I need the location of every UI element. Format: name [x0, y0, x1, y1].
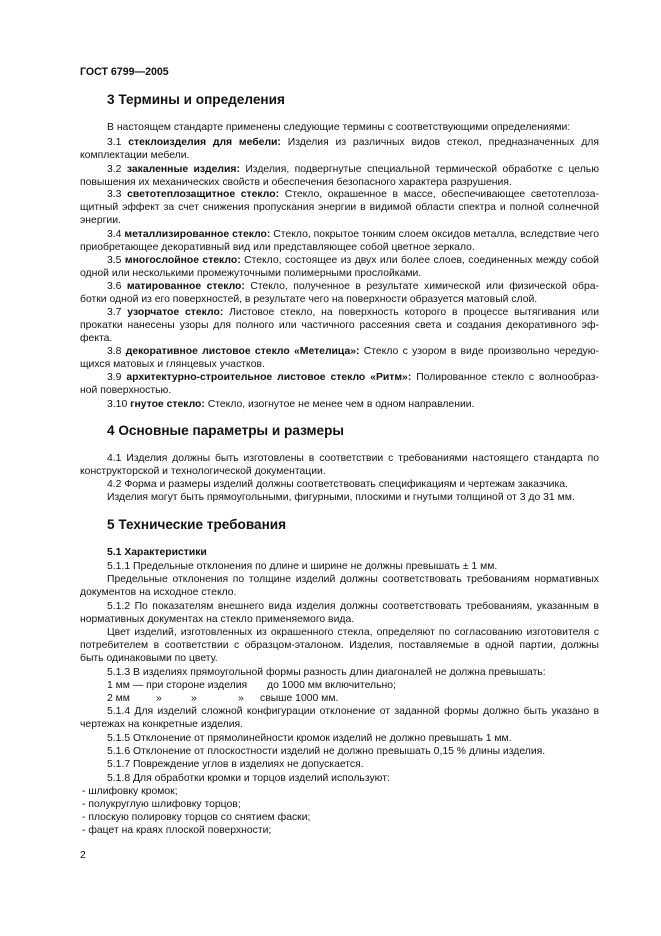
term-3-3: 3.3 светотеплозащитное стекло: Стекло, окрашенное в массе, обеспечивающее светотеплоза-щитный эффект за счет снижения пропускания энергии в видимой области спектра и полной солнечной энергии.: [80, 189, 599, 227]
term-3-7: 3.7 узорчатое стекло: Листовое стекло, на поверхность которого в процессе вытягивания или прокатки нанесены узоры для полного или частичного рассеяния света и создания декоративного эф-фекта.: [80, 307, 599, 345]
tolerance-row-2-value: свыше 1000 мм.: [260, 693, 339, 704]
ditto-mark: »: [238, 693, 244, 704]
para-5-1-2-b: Цвет изделий, изготовленных из окрашенного стекла, определяют по согласованию изготовителя с потребителем в соответствии с образцом-эталоном. Изделия, поставляемые в одной партии, должны быть одинаковыми по цвету.: [80, 627, 599, 665]
para-4-2: 4.2 Форма и размеры изделий должны соответствовать спецификациям и чертежам заказчика.: [107, 479, 568, 490]
para-5-1-4: 5.1.4 Для изделий сложной конфигурации отклонение от заданной формы должно быть указано в чертежах на конкретные изделия.: [80, 706, 599, 731]
list-item: - плоскую полировку торцов со снятием фаски;: [82, 812, 311, 823]
list-item: - шлифовку кромок;: [82, 786, 178, 797]
tolerance-row-2-label: 2 мм: [107, 693, 130, 704]
para-5-1-5: 5.1.5 Отклонение от прямолинейности кромок изделий не должно превышать 1 мм.: [107, 733, 512, 744]
term-3-5: 3.5 многослойное стекло: Стекло, состоящее из двух или более слоев, соединенных между собой одной или несколькими промежуточными полимерными прослойками.: [80, 255, 599, 280]
para-5-1-2: 5.1.2 По показателям внешнего вида изделия должны соответствовать требованиям, указанным в нормативных документах на стекло применяемого вида.: [80, 601, 599, 626]
para-5-1-6: 5.1.6 Отклонение от плоскостности изделий не должно превышать 0,15 % длины изделия.: [107, 746, 546, 757]
tolerance-row-1-value: до 1000 мм включительно;: [267, 680, 396, 691]
document-header: ГОСТ 6799—2005: [80, 66, 169, 78]
term-3-8: 3.8 декоративное листовое стекло «Метелица»: Стекло с узором в виде произвольно чередую-щихся матовых и глянцевых участков.: [80, 346, 599, 371]
term-3-9: 3.9 архитектурно-строительное листовое стекло «Ритм»: Полированное стекло с волнообраз-ной поверхностью.: [80, 372, 599, 397]
term-3-4: 3.4 металлизированное стекло: Стекло, покрытое тонким слоем оксидов металла, вследствие чего приобретающее декоративный вид или представляющее собой цветное зеркало.: [80, 229, 599, 254]
ditto-mark: »: [156, 693, 162, 704]
para-5-1-1: 5.1.1 Предельные отклонения по длине и ширине не должны превышать ± 1 мм.: [107, 561, 498, 572]
list-item: - фацет на краях плоской поверхности;: [82, 825, 272, 836]
para-4-1: 4.1 Изделия должны быть изготовлены в соответствии с требованиями настоящего стандарта по конструкторской и технологической документации.: [80, 453, 599, 478]
para-5-1-8: 5.1.8 Для обработки кромки и торцов изделий используют:: [107, 773, 390, 784]
term-3-1: 3.1 стеклоизделия для мебели: Изделия из различных видов стекол, предназначенных для комплектации мебели.: [80, 137, 599, 162]
para-4-2-b: Изделия могут быть прямоугольными, фигурными, плоскими и гнутыми толщиной от 3 до 31 мм.: [107, 492, 575, 503]
term-3-6: 3.6 матированное стекло: Стекло, полученное в результате химической или физической обра-ботки одной из его поверхностей, в результате чего на поверхности образуется матовый слой.: [80, 281, 599, 306]
section-4-heading: 4 Основные параметры и размеры: [107, 423, 345, 438]
subsection-5-1-heading: 5.1 Характеристики: [107, 547, 207, 558]
page-number: 2: [80, 850, 86, 861]
tolerance-row-1-label: 1 мм — при стороне изделия: [107, 680, 248, 691]
para-5-1-3: 5.1.3 В изделиях прямоугольной формы разность длин диагоналей не должна превышать:: [107, 667, 546, 678]
section-3-heading: 3 Термины и определения: [107, 92, 285, 107]
para-5-1-7: 5.1.7 Повреждение углов в изделиях не допускается.: [107, 759, 364, 770]
ditto-mark: »: [191, 693, 197, 704]
term-3-2: 3.2 закаленные изделия: Изделия, подвергнутые специальной термической обработке с целью повышения их механических свойств и обеспечения безопасного характера разрушения.: [80, 164, 599, 189]
para-5-1-1-b: Предельные отклонения по толщине изделий должны соответствовать требованиям нормативных документов на исходное стекло.: [80, 574, 599, 599]
section-5-heading: 5 Технические требования: [107, 517, 287, 532]
term-3-10: 3.10 гнутое стекло: Стекло, изогнутое не менее чем в одном направлении.: [107, 399, 475, 410]
list-item: - полукруглую шлифовку торцов;: [82, 799, 241, 810]
section-3-intro: В настоящем стандарте применены следующие термины с соответствующими определениями:: [107, 122, 571, 133]
